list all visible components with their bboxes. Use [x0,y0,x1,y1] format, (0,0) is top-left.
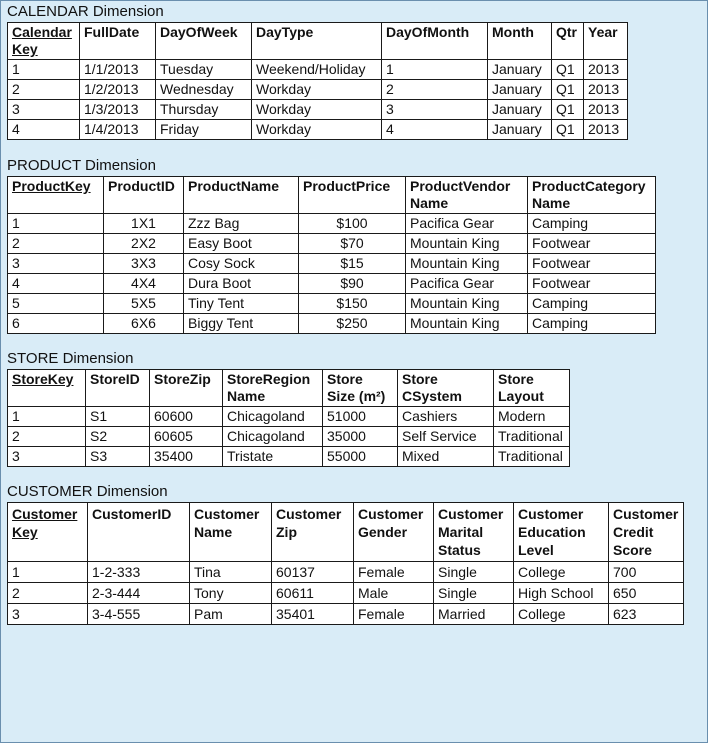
calendar-cell: January [488,60,552,80]
calendar-cell: January [488,120,552,140]
customer-cell: 700 [609,562,684,583]
calendar-cell: 2013 [584,120,628,140]
calendar-header-0 [8,23,80,60]
store-cell: 1 [8,407,86,427]
calendar-cell: 4 [382,120,488,140]
product-table-row [8,274,656,294]
calendar-dimension-title: CALENDAR Dimension [7,3,164,20]
calendar-cell: Weekend/Holiday [252,60,382,80]
product-cell: 6X6 [104,314,184,334]
customer-header-5 [434,503,514,562]
calendar-header-6-line-0: Qtr [556,24,577,40]
calendar-cell: Q1 [552,60,584,80]
store-header-0-line-0: StoreKey [12,371,74,387]
calendar-header-4-line-0: DayOfMonth [386,24,470,40]
customer-cell: 650 [609,583,684,604]
product-cell: 5 [8,294,104,314]
store-cell: Tristate [223,447,323,467]
calendar-header-1-line-0: FullDate [84,24,140,40]
customer-header-6-line-0: Customer [518,506,584,522]
calendar-cell: 2 [382,80,488,100]
product-cell: 3X3 [104,254,184,274]
customer-header-5-line-2: Status [438,542,481,558]
store-cell: Chicagoland [223,407,323,427]
product-cell: 2 [8,234,104,254]
product-table-row [8,234,656,254]
calendar-cell: Workday [252,120,382,140]
customer-header-2 [190,503,272,562]
customer-cell: Married [434,604,514,625]
calendar-cell: Thursday [156,100,252,120]
product-cell: Pacifica Gear [406,214,528,234]
product-cell: 2X2 [104,234,184,254]
product-cell: 4X4 [104,274,184,294]
store-header-row [8,370,570,407]
product-cell: Camping [528,314,656,334]
product-dimension-title: PRODUCT Dimension [7,157,156,174]
customer-table-row [8,562,684,583]
customer-cell: High School [514,583,609,604]
product-cell: Zzz Bag [184,214,299,234]
product-cell: Camping [528,214,656,234]
customer-cell: 2-3-444 [88,583,190,604]
customer-header-0-line-0: Customer [12,506,78,522]
product-dimension-section [7,157,701,334]
store-cell: 60605 [150,427,223,447]
customer-cell: 2 [8,583,88,604]
customer-header-7-line-2: Score [613,542,652,558]
product-cell: Footwear [528,274,656,294]
calendar-cell: Q1 [552,100,584,120]
product-header-5 [528,177,656,214]
customer-header-5-line-0: Customer [438,506,504,522]
calendar-header-6 [552,23,584,60]
product-header-0-line-0: ProductKey [12,178,91,194]
customer-header-0-line-1: Key [12,524,38,540]
calendar-cell: Tuesday [156,60,252,80]
customer-dimension-section [7,483,701,625]
product-header-4 [406,177,528,214]
store-dimension-title: STORE Dimension [7,350,134,367]
customer-header-row [8,503,684,562]
store-cell: S3 [86,447,150,467]
product-header-5-line-0: ProductCategory [532,178,646,194]
calendar-header-2 [156,23,252,60]
customer-cell: 60611 [272,583,354,604]
calendar-cell: 1/2/2013 [80,80,156,100]
calendar-cell: 3 [382,100,488,120]
store-header-6-line-0: Store [498,371,534,387]
calendar-header-1 [80,23,156,60]
store-cell: Chicagoland [223,427,323,447]
product-cell: Cosy Sock [184,254,299,274]
customer-header-0 [8,503,88,562]
customer-table-row [8,583,684,604]
product-cell: $90 [299,274,406,294]
customer-cell: College [514,604,609,625]
product-cell: 4 [8,274,104,294]
calendar-cell: Workday [252,100,382,120]
customer-header-3-line-0: Customer [276,506,342,522]
customer-header-6 [514,503,609,562]
calendar-cell: 1 [382,60,488,80]
calendar-cell: 3 [8,100,80,120]
calendar-cell: Wednesday [156,80,252,100]
product-cell: $15 [299,254,406,274]
product-dimension-table [7,176,656,334]
product-header-4-line-0: ProductVendor [410,178,511,194]
store-cell: Traditional [494,427,570,447]
product-cell: Biggy Tent [184,314,299,334]
calendar-cell: January [488,100,552,120]
store-header-5-line-1: CSystem [402,388,462,404]
store-header-0 [8,370,86,407]
customer-cell: 60137 [272,562,354,583]
calendar-cell: 1 [8,60,80,80]
store-header-4 [323,370,398,407]
customer-cell: Male [354,583,434,604]
customer-header-1-line-0: CustomerID [92,506,172,522]
product-header-1-line-0: ProductID [108,178,175,194]
calendar-cell: Workday [252,80,382,100]
calendar-dimension-section [7,3,701,140]
calendar-cell: Q1 [552,120,584,140]
calendar-cell: January [488,80,552,100]
customer-cell: 3-4-555 [88,604,190,625]
product-cell: Mountain King [406,314,528,334]
customer-cell: 623 [609,604,684,625]
customer-cell: 3 [8,604,88,625]
customer-cell: College [514,562,609,583]
calendar-cell: 2013 [584,100,628,120]
customer-dimension-table [7,502,684,625]
product-header-5-line-1: Name [532,195,571,211]
store-table-row [8,427,570,447]
calendar-cell: 1/1/2013 [80,60,156,80]
product-cell: Mountain King [406,254,528,274]
calendar-table-row [8,60,628,80]
product-table-row [8,254,656,274]
store-header-3-line-1: Name [227,388,266,404]
product-header-1 [104,177,184,214]
product-cell: Mountain King [406,294,528,314]
customer-header-2-line-1: Name [194,524,233,540]
product-cell: 1X1 [104,214,184,234]
store-header-2-line-0: StoreZip [154,371,211,387]
customer-dimension-title: CUSTOMER Dimension [7,483,168,500]
calendar-cell: Friday [156,120,252,140]
store-header-4-line-1: Size (m²) [327,388,386,404]
product-cell: Pacifica Gear [406,274,528,294]
calendar-table-row [8,80,628,100]
customer-header-7-line-1: Credit [613,524,654,540]
product-cell: 5X5 [104,294,184,314]
store-header-1 [86,370,150,407]
customer-header-4-line-1: Gender [358,524,408,540]
store-cell: 2 [8,427,86,447]
store-header-3-line-0: StoreRegion [227,371,311,387]
store-header-5-line-0: Store [402,371,438,387]
calendar-header-3 [252,23,382,60]
product-cell: 1 [8,214,104,234]
calendar-cell: 2 [8,80,80,100]
store-header-6-line-1: Layout [498,388,544,404]
customer-header-6-line-1: Education [518,524,586,540]
store-header-1-line-0: StoreID [90,371,140,387]
store-header-6 [494,370,570,407]
calendar-header-7 [584,23,628,60]
customer-header-3 [272,503,354,562]
store-cell: 3 [8,447,86,467]
calendar-header-0-line-1: Key [12,41,38,57]
store-dimension-section [7,350,701,467]
customer-header-5-line-1: Marital [438,524,484,540]
customer-cell: Tony [190,583,272,604]
product-cell: $250 [299,314,406,334]
calendar-header-0-line-0: Calendar [12,24,72,40]
store-cell: 55000 [323,447,398,467]
product-cell: Footwear [528,254,656,274]
store-cell: 51000 [323,407,398,427]
store-cell: S2 [86,427,150,447]
product-table-row [8,214,656,234]
calendar-cell: 1/4/2013 [80,120,156,140]
calendar-cell: 2013 [584,60,628,80]
calendar-cell: Q1 [552,80,584,100]
product-cell: Tiny Tent [184,294,299,314]
store-header-2 [150,370,223,407]
product-header-2-line-0: ProductName [188,178,280,194]
product-table-row [8,314,656,334]
customer-header-7-line-0: Customer [613,506,679,522]
store-cell: Modern [494,407,570,427]
calendar-cell: 4 [8,120,80,140]
product-cell: Dura Boot [184,274,299,294]
product-cell: $150 [299,294,406,314]
calendar-cell: 2013 [584,80,628,100]
calendar-header-7-line-0: Year [588,24,618,40]
store-cell: S1 [86,407,150,427]
calendar-header-2-line-0: DayOfWeek [160,24,238,40]
product-cell: $70 [299,234,406,254]
customer-header-4-line-0: Customer [358,506,424,522]
store-header-5 [398,370,494,407]
calendar-header-5-line-0: Month [492,24,534,40]
calendar-header-3-line-0: DayType [256,24,314,40]
customer-header-6-line-2: Level [518,542,554,558]
calendar-header-row [8,23,628,60]
product-cell: 3 [8,254,104,274]
store-cell: Traditional [494,447,570,467]
product-header-4-line-1: Name [410,195,449,211]
calendar-table-row [8,100,628,120]
product-cell: 6 [8,314,104,334]
product-cell: Mountain King [406,234,528,254]
product-cell: Easy Boot [184,234,299,254]
store-cell: 35400 [150,447,223,467]
customer-cell: Female [354,604,434,625]
calendar-cell: 1/3/2013 [80,100,156,120]
store-dimension-table [7,369,570,467]
store-cell: Mixed [398,447,494,467]
product-header-row [8,177,656,214]
store-table-row [8,407,570,427]
product-table-row [8,294,656,314]
customer-cell: Single [434,562,514,583]
product-cell: $100 [299,214,406,234]
calendar-dimension-table [7,22,628,140]
customer-cell: 35401 [272,604,354,625]
customer-header-3-line-1: Zip [276,524,297,540]
product-header-0 [8,177,104,214]
calendar-header-5 [488,23,552,60]
customer-cell: Female [354,562,434,583]
customer-table-row [8,604,684,625]
store-cell: 35000 [323,427,398,447]
calendar-table-row [8,120,628,140]
calendar-header-4 [382,23,488,60]
store-cell: Cashiers [398,407,494,427]
customer-header-2-line-0: Customer [194,506,260,522]
customer-cell: Tina [190,562,272,583]
store-header-4-line-0: Store [327,371,363,387]
product-header-3-line-0: ProductPrice [303,178,391,194]
customer-cell: Single [434,583,514,604]
store-cell: Self Service [398,427,494,447]
dimension-tables-figure [1,1,707,625]
product-header-3 [299,177,406,214]
customer-cell: 1-2-333 [88,562,190,583]
customer-header-4 [354,503,434,562]
customer-header-7 [609,503,684,562]
customer-cell: Pam [190,604,272,625]
product-header-2 [184,177,299,214]
customer-cell: 1 [8,562,88,583]
store-cell: 60600 [150,407,223,427]
store-header-3 [223,370,323,407]
customer-header-1 [88,503,190,562]
store-table-row [8,447,570,467]
product-cell: Footwear [528,234,656,254]
product-cell: Camping [528,294,656,314]
